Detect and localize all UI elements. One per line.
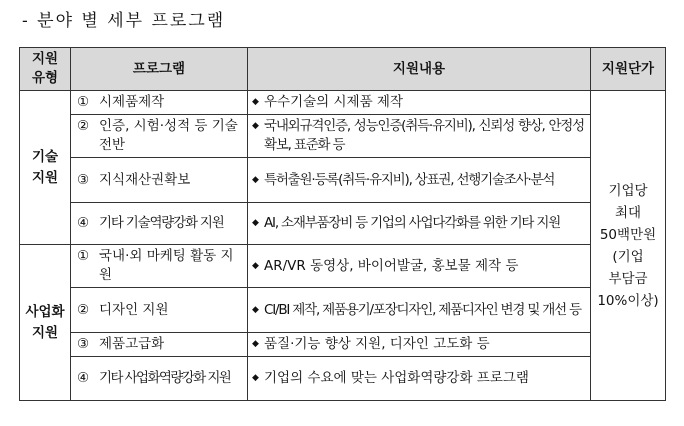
content-text: 기업의 수요에 맞는 사업화역량강화 프로그램 xyxy=(264,370,529,386)
table-row xyxy=(20,245,666,288)
program-cell xyxy=(71,115,248,158)
program-cell xyxy=(71,357,248,401)
item-number: ③ xyxy=(77,336,90,352)
program-cell xyxy=(71,333,248,357)
item-number: ④ xyxy=(77,370,90,386)
program-cell xyxy=(71,288,248,333)
bullet-diamond-icon: ◆ xyxy=(252,218,259,228)
item-number: ② xyxy=(77,301,90,318)
program-name: 디자인 지원 xyxy=(99,301,169,318)
item-number: ① xyxy=(77,94,90,110)
content-cell xyxy=(248,288,591,333)
content-cell xyxy=(248,158,591,203)
item-number: ① xyxy=(77,248,90,264)
program-name: 시제품제작 xyxy=(99,94,165,110)
table-row xyxy=(20,333,666,357)
table-row xyxy=(20,115,666,158)
program-cell xyxy=(71,91,248,115)
bullet-diamond-icon: ◆ xyxy=(252,97,259,107)
table-header-row xyxy=(20,48,666,91)
content-text: AR/VR 동영상, 바이어발굴, 홍보물 제작 등 xyxy=(264,257,519,274)
item-number: ④ xyxy=(77,215,90,231)
item-number: ③ xyxy=(77,171,90,188)
program-name: 기타 기술역량강화 지원 xyxy=(99,215,224,231)
content-cell xyxy=(248,91,591,115)
bullet-diamond-icon: ◆ xyxy=(252,373,259,383)
program-cell xyxy=(71,158,248,203)
program-name: 제품고급화 xyxy=(99,336,165,352)
unit-cell: 기업당 최대 50백만원 (기업 부담금 10%이상) xyxy=(591,91,666,401)
table-row xyxy=(20,357,666,401)
program-table xyxy=(19,47,666,401)
header-program: 프로그램 xyxy=(71,48,248,91)
content-text: 품질·기능 향상 지원, 디자인 고도화 등 xyxy=(264,336,490,352)
content-text: AI, 소재부품장비 등 기업의 사업다각화를 위한 기타 지원 xyxy=(264,215,561,231)
bullet-diamond-icon: ◆ xyxy=(252,121,259,131)
content-text: 우수기술의 시제품 제작 xyxy=(264,94,403,110)
type-cell-tech: 기술 지원 xyxy=(20,91,71,245)
bullet-diamond-icon: ◆ xyxy=(252,174,259,185)
table-row xyxy=(20,288,666,333)
content-text: CI/BI 제작, 제품용기/포장디자인, 제품디자인 변경 및 개선 등 xyxy=(264,301,581,318)
program-name: 기타 사업화역량강화 지원 xyxy=(99,370,231,386)
bullet-diamond-icon: ◆ xyxy=(252,339,259,349)
program-name: 인증, 시험·성적 등 기술전반 xyxy=(99,118,238,153)
bullet-diamond-icon: ◆ xyxy=(252,260,259,271)
program-cell xyxy=(71,203,248,245)
bullet-diamond-icon: ◆ xyxy=(252,304,259,315)
content-cell xyxy=(248,245,591,288)
program-cell xyxy=(71,245,248,288)
item-number: ② xyxy=(77,118,90,134)
table-row xyxy=(20,91,666,115)
content-text: 특허출원·등록(취득·유지비), 상표권, 선행기술조사·분석 xyxy=(264,171,555,188)
page-heading: - 분야 별 세부 프로그램 xyxy=(22,11,226,31)
table-row xyxy=(20,158,666,203)
header-content: 지원내용 xyxy=(248,48,591,91)
content-cell xyxy=(248,115,591,158)
content-cell xyxy=(248,203,591,245)
content-text: 국내외규격인증, 성능인증(취득·유지비), 신뢰성 향상, 안정성확보, 표준화 등 xyxy=(264,118,584,153)
header-unit: 지원단가 xyxy=(591,48,666,91)
type-cell-commercial: 사업화 지원 xyxy=(20,245,71,401)
program-name: 국내·외 마케팅 활동 지원 xyxy=(99,248,234,283)
header-type: 지원 유형 xyxy=(20,48,71,91)
program-name: 지식재산권확보 xyxy=(99,171,191,188)
content-cell xyxy=(248,333,591,357)
content-cell xyxy=(248,357,591,401)
table-row xyxy=(20,203,666,245)
